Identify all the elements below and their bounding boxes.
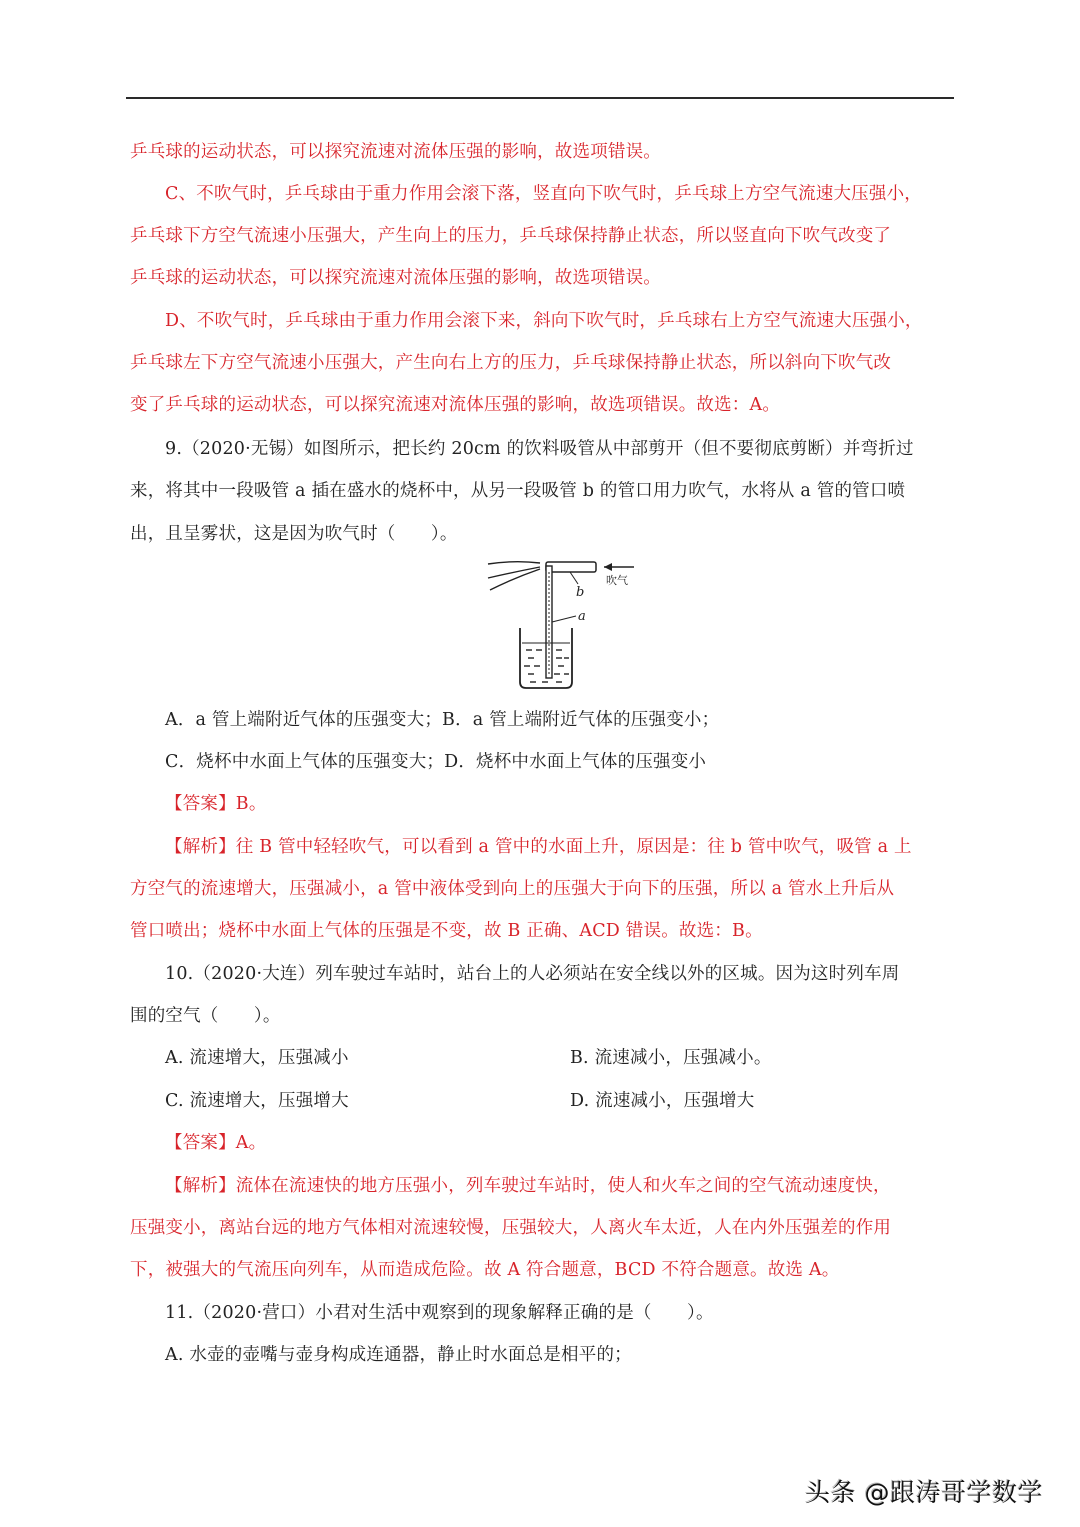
q9-options-c-d: C．烧杯中水面上气体的压强变大；D．烧杯中水面上气体的压强变小	[165, 752, 707, 772]
analysis-option-c-line3: 乒乓球的运动状态，可以探究流速对流体压强的影响，故选项错误。	[130, 268, 661, 288]
q10-analysis-line3: 下，被强大的气流压向列车，从而造成危险。故 A 符合题意，BCD 不符合题意。故选 A。	[130, 1260, 840, 1280]
q10-option-c: C. 流速增大，压强增大	[165, 1091, 349, 1111]
q9-analysis-line3: 管口喷出；烧杯中水面上气体的压强是不变，故 B 正确、ACD 错误。故选：B。	[130, 921, 763, 941]
q11-stem: 11.（2020·营口）小君对生活中观察到的现象解释正确的是（ ）。	[165, 1303, 714, 1323]
q9-analysis-line2: 方空气的流速增大，压强减小，a 管中液体受到向上的压强大于向下的压强，所以 a 管水上升后从	[130, 879, 895, 899]
q11-option-a: A. 水壶的壶嘴与壶身构成连通器，静止时水面总是相平的；	[165, 1345, 632, 1365]
q10-stem-line1: 10.（2020·大连）列车驶过车站时，站台上的人必须站在安全线以外的区城。因为这时列车周	[165, 964, 900, 984]
q10-option-a: A. 流速增大，压强减小	[165, 1048, 349, 1068]
q10-answer: 【答案】A。	[165, 1133, 267, 1153]
q9-answer: 【答案】B。	[165, 794, 267, 814]
straw-beaker-figure	[484, 550, 684, 692]
analysis-option-d-line2: 乒乓球左下方空气流速小压强大，产生向右上方的压力，乒乓球保持静止状态，所以斜向下吹气改	[130, 353, 892, 373]
q10-option-b: B. 流速减小，压强减小。	[570, 1048, 772, 1068]
analysis-option-d-line1: D、不吹气时，乒乓球由于重力作用会滚下来，斜向下吹气时，乒乓球右上方空气流速大压强小，	[165, 311, 923, 331]
analysis-option-d-line3: 变了乒乓球的运动状态，可以探究流速对流体压强的影响，故选项错误。故选：A。	[130, 395, 781, 415]
q10-analysis-line1: 【解析】流体在流速快的地方压强小，列车驶过车站时，使人和火车之间的空气流动速度快，	[165, 1176, 891, 1196]
watermark: 头条 @跟涛哥学数学	[805, 1478, 1043, 1507]
q10-option-d: D. 流速减小，压强增大	[570, 1091, 755, 1111]
label-b: b	[576, 585, 585, 600]
analysis-b-end: 乒乓球的运动状态，可以探究流速对流体压强的影响，故选项错误。	[130, 142, 661, 162]
label-a: a	[578, 609, 586, 624]
q10-stem-line2: 围的空气（ ）。	[130, 1006, 281, 1026]
q10-analysis-line2: 压强变小，离站台远的地方气体相对流速较慢，压强较大，人离火车太近，人在内外压强差的作用	[130, 1218, 892, 1238]
q9-options-a-b: A．a 管上端附近气体的压强变大；B．a 管上端附近气体的压强变小；	[165, 710, 720, 730]
header-rule	[126, 97, 954, 99]
q9-stem-line1: 9.（2020·无锡）如图所示，把长约 20cm 的饮料吸管从中部剪开（但不要彻底剪断）并弯折过	[165, 439, 914, 459]
q9-stem-line3: 出，且呈雾状，这是因为吹气时（ ）。	[130, 524, 458, 544]
analysis-option-c-line1: C、不吹气时，乒乓球由于重力作用会滚下落，竖直向下吹气时，乒乓球上方空气流速大压强小，	[165, 184, 922, 204]
q9-analysis-line1: 【解析】往 B 管中轻轻吹气，可以看到 a 管中的水面上升，原因是：往 b 管中吹气，吸管 a 上	[165, 837, 912, 857]
analysis-option-c-line2: 乒乓球下方空气流速小压强大，产生向上的压力，乒乓球保持静止状态，所以竖直向下吹气改变了	[130, 226, 892, 246]
q9-stem-line2: 来，将其中一段吸管 a 插在盛水的烧杯中，从另一段吸管 b 的管口用力吹气，水将从 a 管的管口喷	[130, 481, 906, 501]
blow-label: 吹气	[606, 574, 628, 587]
